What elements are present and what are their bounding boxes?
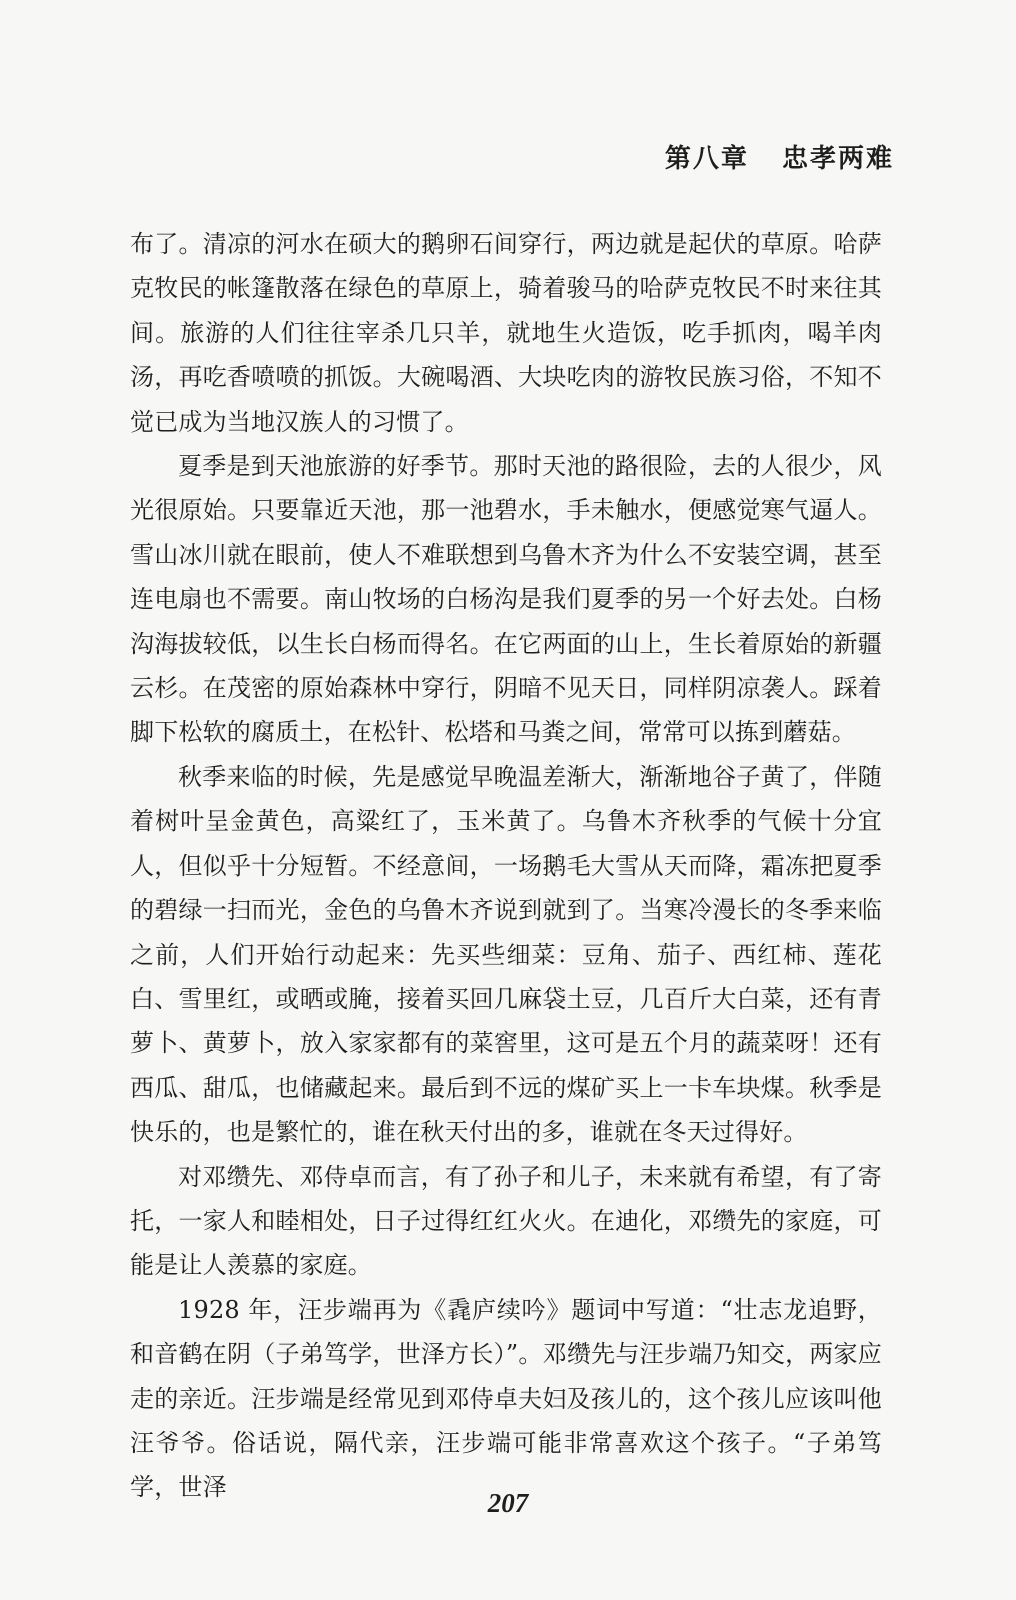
paragraph-3: 秋季来临的时候，先是感觉早晚温差渐大，渐渐地谷子黄了，伴随着树叶呈金黄色，高粱红了，玉米黄了。乌鲁木齐秋季的气候十分宜人，但似乎十分短暂。不经意间，一场鹅毛大雪从天而降，霜冻把夏季的碧绿一扫而光，金色的乌鲁木齐说到就到了。当寒冷漫长的冬季来临之前，人们开始行动起来：先买些细菜：豆角、茄子、西红柿、莲花白、雪里红，或晒或腌，接着买回几麻袋土豆，几百斤大白菜，还有青萝卜、黄萝卜，放入家家都有的菜窖里，这可是五个月的蔬菜呀！还有西瓜、甜瓜，也储藏起来。最后到不远的煤矿买上一卡车块煤。秋季是快乐的，也是繁忙的，谁在秋天付出的多，谁就在冬天过得好。 [130,762,882,1147]
running-head: 第八章 忠孝两难 [664,144,894,174]
page-number: 207 [487,1488,529,1518]
paragraph-2: 夏季是到天池旅游的好季节。那时天池的路很险，去的人很少，风光很原始。只要靠近天池，那一池碧水，手未触水，便感觉寒气逼人。雪山冰川就在眼前，使人不难联想到乌鲁木齐为什么不安装空调，甚至连电扇也不需要。南山牧场的白杨沟是我们夏季的另一个好去处。白杨沟海拔较低，以生长白杨而得名。在它两面的山上，生长着原始的新疆云杉。在茂密的原始森林中穿行，阴暗不见天日，同样阴凉袭人。踩着脚下松软的腐质土，在松针、松塔和马粪之间，常常可以拣到蘑菇。 [130,452,882,747]
body-text [130,222,882,1510]
paragraph-4: 对邓缵先、邓侍卓而言，有了孙子和儿子，未来就有希望，有了寄托，一家人和睦相处，日子过得红红火火。在迪化，邓缵先的家庭，可能是让人羡慕的家庭。 [130,1162,882,1280]
paragraph-5: 1928 年，汪步端再为《毳庐续吟》题词中写道：“壮志龙追野，和音鹤在阴（子弟笃学，世泽方长）”。邓缵先与汪步端乃知交，两家应走的亲近。汪步端是经常见到邓侍卓夫妇及孩儿的，这个孩儿应该叫他汪爷爷。俗话说，隔代亲，汪步端可能非常喜欢这个孩子。“子弟笃学，世泽 [130,1295,882,1502]
paragraph-1: 布了。清凉的河水在硕大的鹅卵石间穿行，两边就是起伏的草原。哈萨克牧民的帐篷散落在绿色的草原上，骑着骏马的哈萨克牧民不时来往其间。旅游的人们往往宰杀几只羊，就地生火造饭，吃手抓肉，喝羊肉汤，再吃香喷喷的抓饭。大碗喝酒、大块吃肉的游牧民族习俗，不知不觉已成为当地汉族人的习惯了。 [130,230,882,436]
